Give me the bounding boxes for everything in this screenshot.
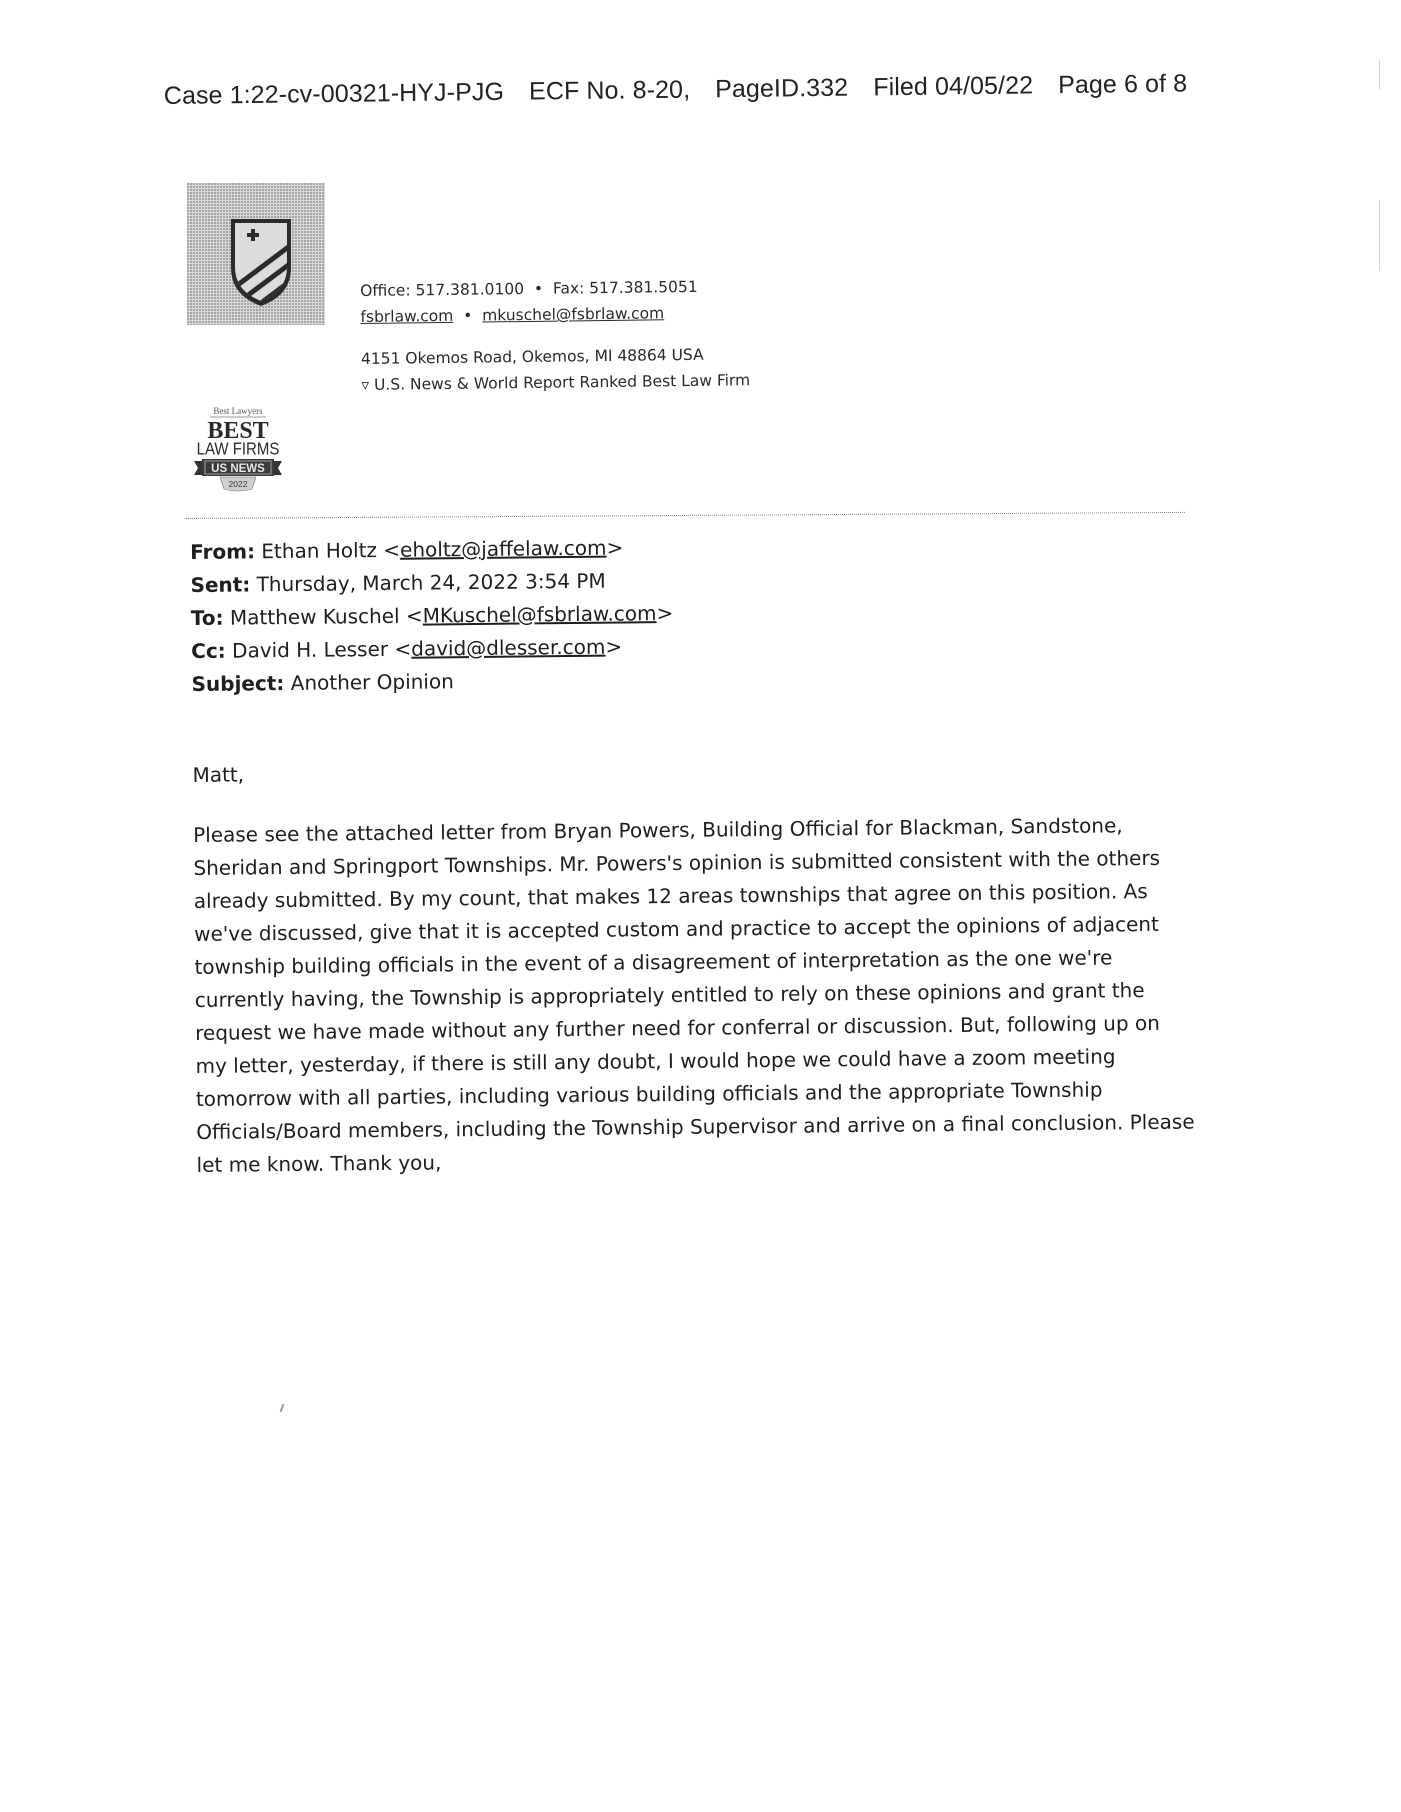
scan-speck: [280, 1404, 285, 1412]
separator-dot: •: [533, 279, 544, 298]
badge-best-text: BEST: [207, 418, 269, 444]
to-label: To:: [190, 605, 224, 630]
page-id: PageID.332: [715, 73, 849, 104]
sent-label: Sent:: [190, 572, 251, 597]
email-to-row: To: Matthew Kuschel <MKuschel@fsbrlaw.com>: [190, 600, 674, 630]
email-from-row: From: Ethan Holtz <eholtz@jaffelaw.com>: [190, 535, 624, 564]
header-divider: [185, 512, 1185, 519]
from-email-link[interactable]: eholtz@jaffelaw.com: [399, 535, 607, 562]
badge-year-text: 2022: [228, 479, 248, 489]
best-law-firms-badge: [190, 403, 286, 495]
separator-dot: •: [463, 306, 473, 325]
ecf-number: ECF No. 8-20,: [528, 75, 691, 106]
ranking-line: [361, 367, 750, 398]
filed-date: Filed 04/05/22: [873, 71, 1034, 102]
sent-value: Thursday, March 24, 2022 3:54 PM: [256, 568, 606, 597]
shield-icon: [187, 183, 325, 325]
body-line: already submitted. By my count, that makes 12 areas townships that agree on this position. As: [193, 878, 1148, 913]
from-name: Ethan Holtz: [261, 538, 378, 564]
body-line: township building officials in the event of a disagreement of interpretation as the one we're: [194, 945, 1113, 979]
badge-law-firms-text: LAW FIRMS: [196, 439, 280, 460]
office-phone: Office: 517.381.0100: [360, 279, 525, 300]
body-line: we've discussed, give that it is accepted custom and practice to accept the opinions of adjacent: [194, 911, 1159, 946]
firm-address: 4151 Okemos Road, Okemos, MI 48864 USA: [360, 345, 704, 368]
body-line: currently having, the Township is appropriately entitled to rely on these opinions and grant the: [194, 978, 1145, 1012]
firm-website-link[interactable]: fsbrlaw.com: [360, 306, 454, 326]
body-line: Please see the attached letter from Bryan Powers, Building Official for Blackman, Sandstone,: [193, 813, 1123, 847]
email-body: [193, 809, 1195, 1182]
cc-label: Cc:: [191, 638, 226, 663]
body-line: my letter, yesterday, if there is still any doubt, I would hope we could have a zoom meeting: [195, 1044, 1116, 1078]
body-line: request we have made without any further need for conferral or discussion. But, following up on: [195, 1010, 1160, 1045]
ranking-icon: ▿: [361, 375, 370, 394]
court-filing-header: [164, 69, 1206, 111]
to-name: Matthew Kuschel: [229, 603, 400, 630]
body-line: Officials/Board members, including the Township Supervisor and arrive on a final conclusion. Please: [196, 1109, 1195, 1144]
email-greeting: Matt,: [192, 762, 245, 787]
scan-edge-mark: [1379, 200, 1380, 270]
badge-top-text: Best Lawyers: [213, 406, 263, 416]
page-number: Page 6 of 8: [1057, 69, 1188, 100]
firm-email-link[interactable]: mkuschel@fsbrlaw.com: [482, 304, 665, 325]
subject-value: Another Opinion: [290, 669, 454, 695]
to-email-link[interactable]: MKuschel@fsbrlaw.com: [422, 601, 657, 628]
badge-ribbon-text: US NEWS: [211, 463, 265, 475]
scan-edge-mark: [1379, 60, 1380, 90]
cc-email-link[interactable]: david@dlesser.com: [411, 634, 606, 661]
body-line: tomorrow with all parties, including various building officials and the appropriate Township: [195, 1077, 1103, 1111]
subject-label: Subject:: [191, 671, 285, 696]
email-cc-row: Cc: David H. Lesser <david@dlesser.com>: [191, 634, 623, 663]
body-line: let me know. Thank you,: [196, 1150, 442, 1177]
ranking-text: U.S. News & World Report Ranked Best Law Firm: [373, 371, 751, 394]
firm-shield-logo: [187, 183, 325, 325]
from-label: From:: [190, 539, 256, 564]
case-number: Case 1:22-cv-00321-HYJ-PJG: [163, 77, 505, 111]
firm-letterhead: [360, 273, 750, 398]
contact-line: [360, 273, 749, 304]
fax-number: Fax: 517.381.5051: [552, 277, 698, 298]
body-line: Sheridan and Springport Townships. Mr. Powers's opinion is submitted consistent with the others: [193, 845, 1161, 880]
forwarded-email: [190, 526, 1195, 1182]
cc-name: David H. Lesser: [231, 636, 389, 663]
